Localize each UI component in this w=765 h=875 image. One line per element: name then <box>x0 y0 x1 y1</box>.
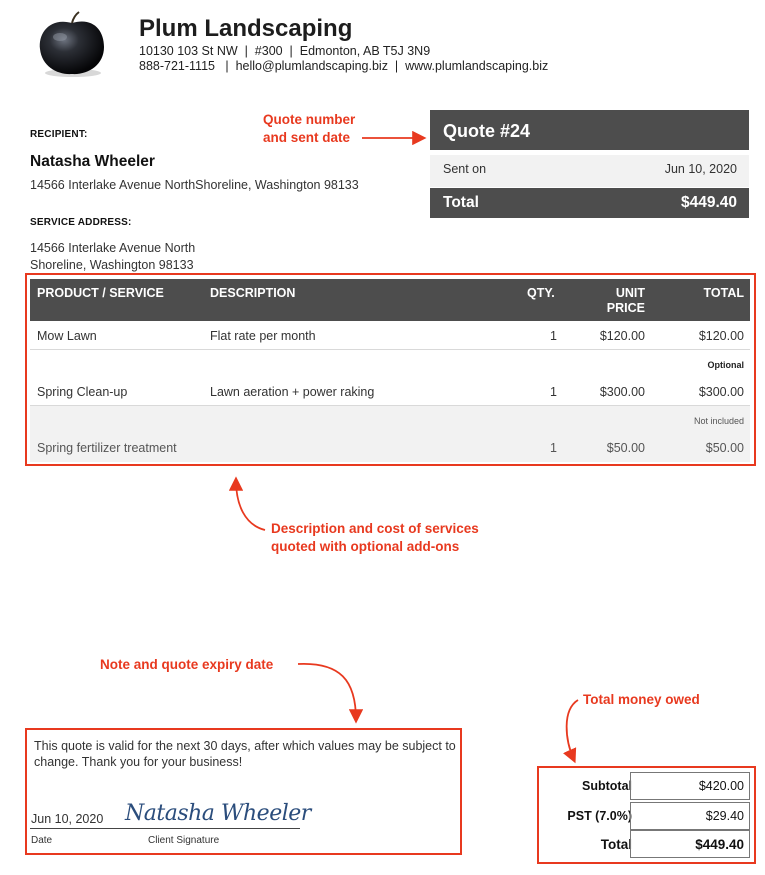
tax-value: $29.40 <box>630 802 750 830</box>
row-not-included-tag: Not included <box>693 416 744 426</box>
annotation-services-1: Description and cost of services <box>271 521 479 536</box>
row-total: $120.00 <box>698 329 744 343</box>
row-qty: 1 <box>550 385 557 399</box>
date-caption: Date <box>31 835 53 846</box>
total-value: $449.40 <box>630 830 750 858</box>
quote-total-label: Total <box>443 194 479 211</box>
company-address: 10130 103 St NW | #300 | Edmonton, AB T5J 3N9 <box>139 44 431 58</box>
tax-label: PST (7.0%) <box>567 809 632 823</box>
row-product: Spring fertilizer treatment <box>37 441 177 455</box>
header-description: DESCRIPTION <box>210 286 296 300</box>
header-product: PRODUCT / SERVICE <box>37 286 164 300</box>
signature-date: Jun 10, 2020 <box>31 812 104 826</box>
signature-caption: Client Signature <box>148 835 220 846</box>
row-unit-price: $50.00 <box>606 441 645 455</box>
row-product: Mow Lawn <box>37 329 97 343</box>
row-total: $50.00 <box>705 441 744 455</box>
subtotal-label: Subtotal <box>582 779 632 793</box>
service-address-label: SERVICE ADDRESS: <box>30 217 132 228</box>
annotation-services-2: quoted with optional add-ons <box>271 539 460 554</box>
header-qty: QTY. <box>527 286 555 300</box>
recipient-label: RECIPIENT: <box>30 129 88 140</box>
total-label: Total <box>600 837 632 852</box>
row-qty: 1 <box>550 329 557 343</box>
row-product: Spring Clean-up <box>37 385 128 399</box>
sent-date: Jun 10, 2020 <box>664 162 737 176</box>
row-description: Flat rate per month <box>210 329 316 343</box>
header-unit-price-line1: UNIT <box>615 286 645 300</box>
row-unit-price: $300.00 <box>599 385 645 399</box>
row-optional-tag: Optional <box>707 360 744 370</box>
annotation-note: Note and quote expiry date <box>100 657 274 672</box>
arrow-total <box>567 700 578 760</box>
row-qty: 1 <box>550 441 557 455</box>
row-unit-price: $120.00 <box>599 329 645 343</box>
arrow-note <box>298 664 356 720</box>
quote-total-value: $449.40 <box>680 194 737 211</box>
quote-title: Quote #24 <box>430 110 749 150</box>
arrow-services <box>236 480 265 530</box>
annotation-quote-number-2: and sent date <box>263 130 351 145</box>
quote-note: This quote is valid for the next 30 days, after which values may be subject to change. Thank you for your business! <box>34 739 456 769</box>
sent-label: Sent on <box>443 162 487 176</box>
subtotal-value: $420.00 <box>630 772 750 800</box>
header-unit-price-line2: PRICE <box>606 301 645 315</box>
recipient-address: 14566 Interlake Avenue NorthShoreline, Washington 98133 <box>30 178 359 192</box>
annotation-total: Total money owed <box>583 692 700 707</box>
service-address-line2: Shoreline, Washington 98133 <box>30 258 194 272</box>
row-description: Lawn aeration + power raking <box>210 385 375 399</box>
recipient-name: Natasha Wheeler <box>30 153 155 170</box>
company-contact: 888-721-1115 | hello@plumlandscaping.biz | www.plumlandscaping.biz <box>139 59 549 73</box>
row-total: $300.00 <box>698 385 744 399</box>
annotation-quote-number-1: Quote number <box>263 112 356 127</box>
client-signature: Natasha Wheeler <box>125 801 311 826</box>
header-total: TOTAL <box>703 286 744 300</box>
service-address-line1: 14566 Interlake Avenue North <box>30 241 196 255</box>
company-name: Plum Landscaping <box>139 15 353 42</box>
